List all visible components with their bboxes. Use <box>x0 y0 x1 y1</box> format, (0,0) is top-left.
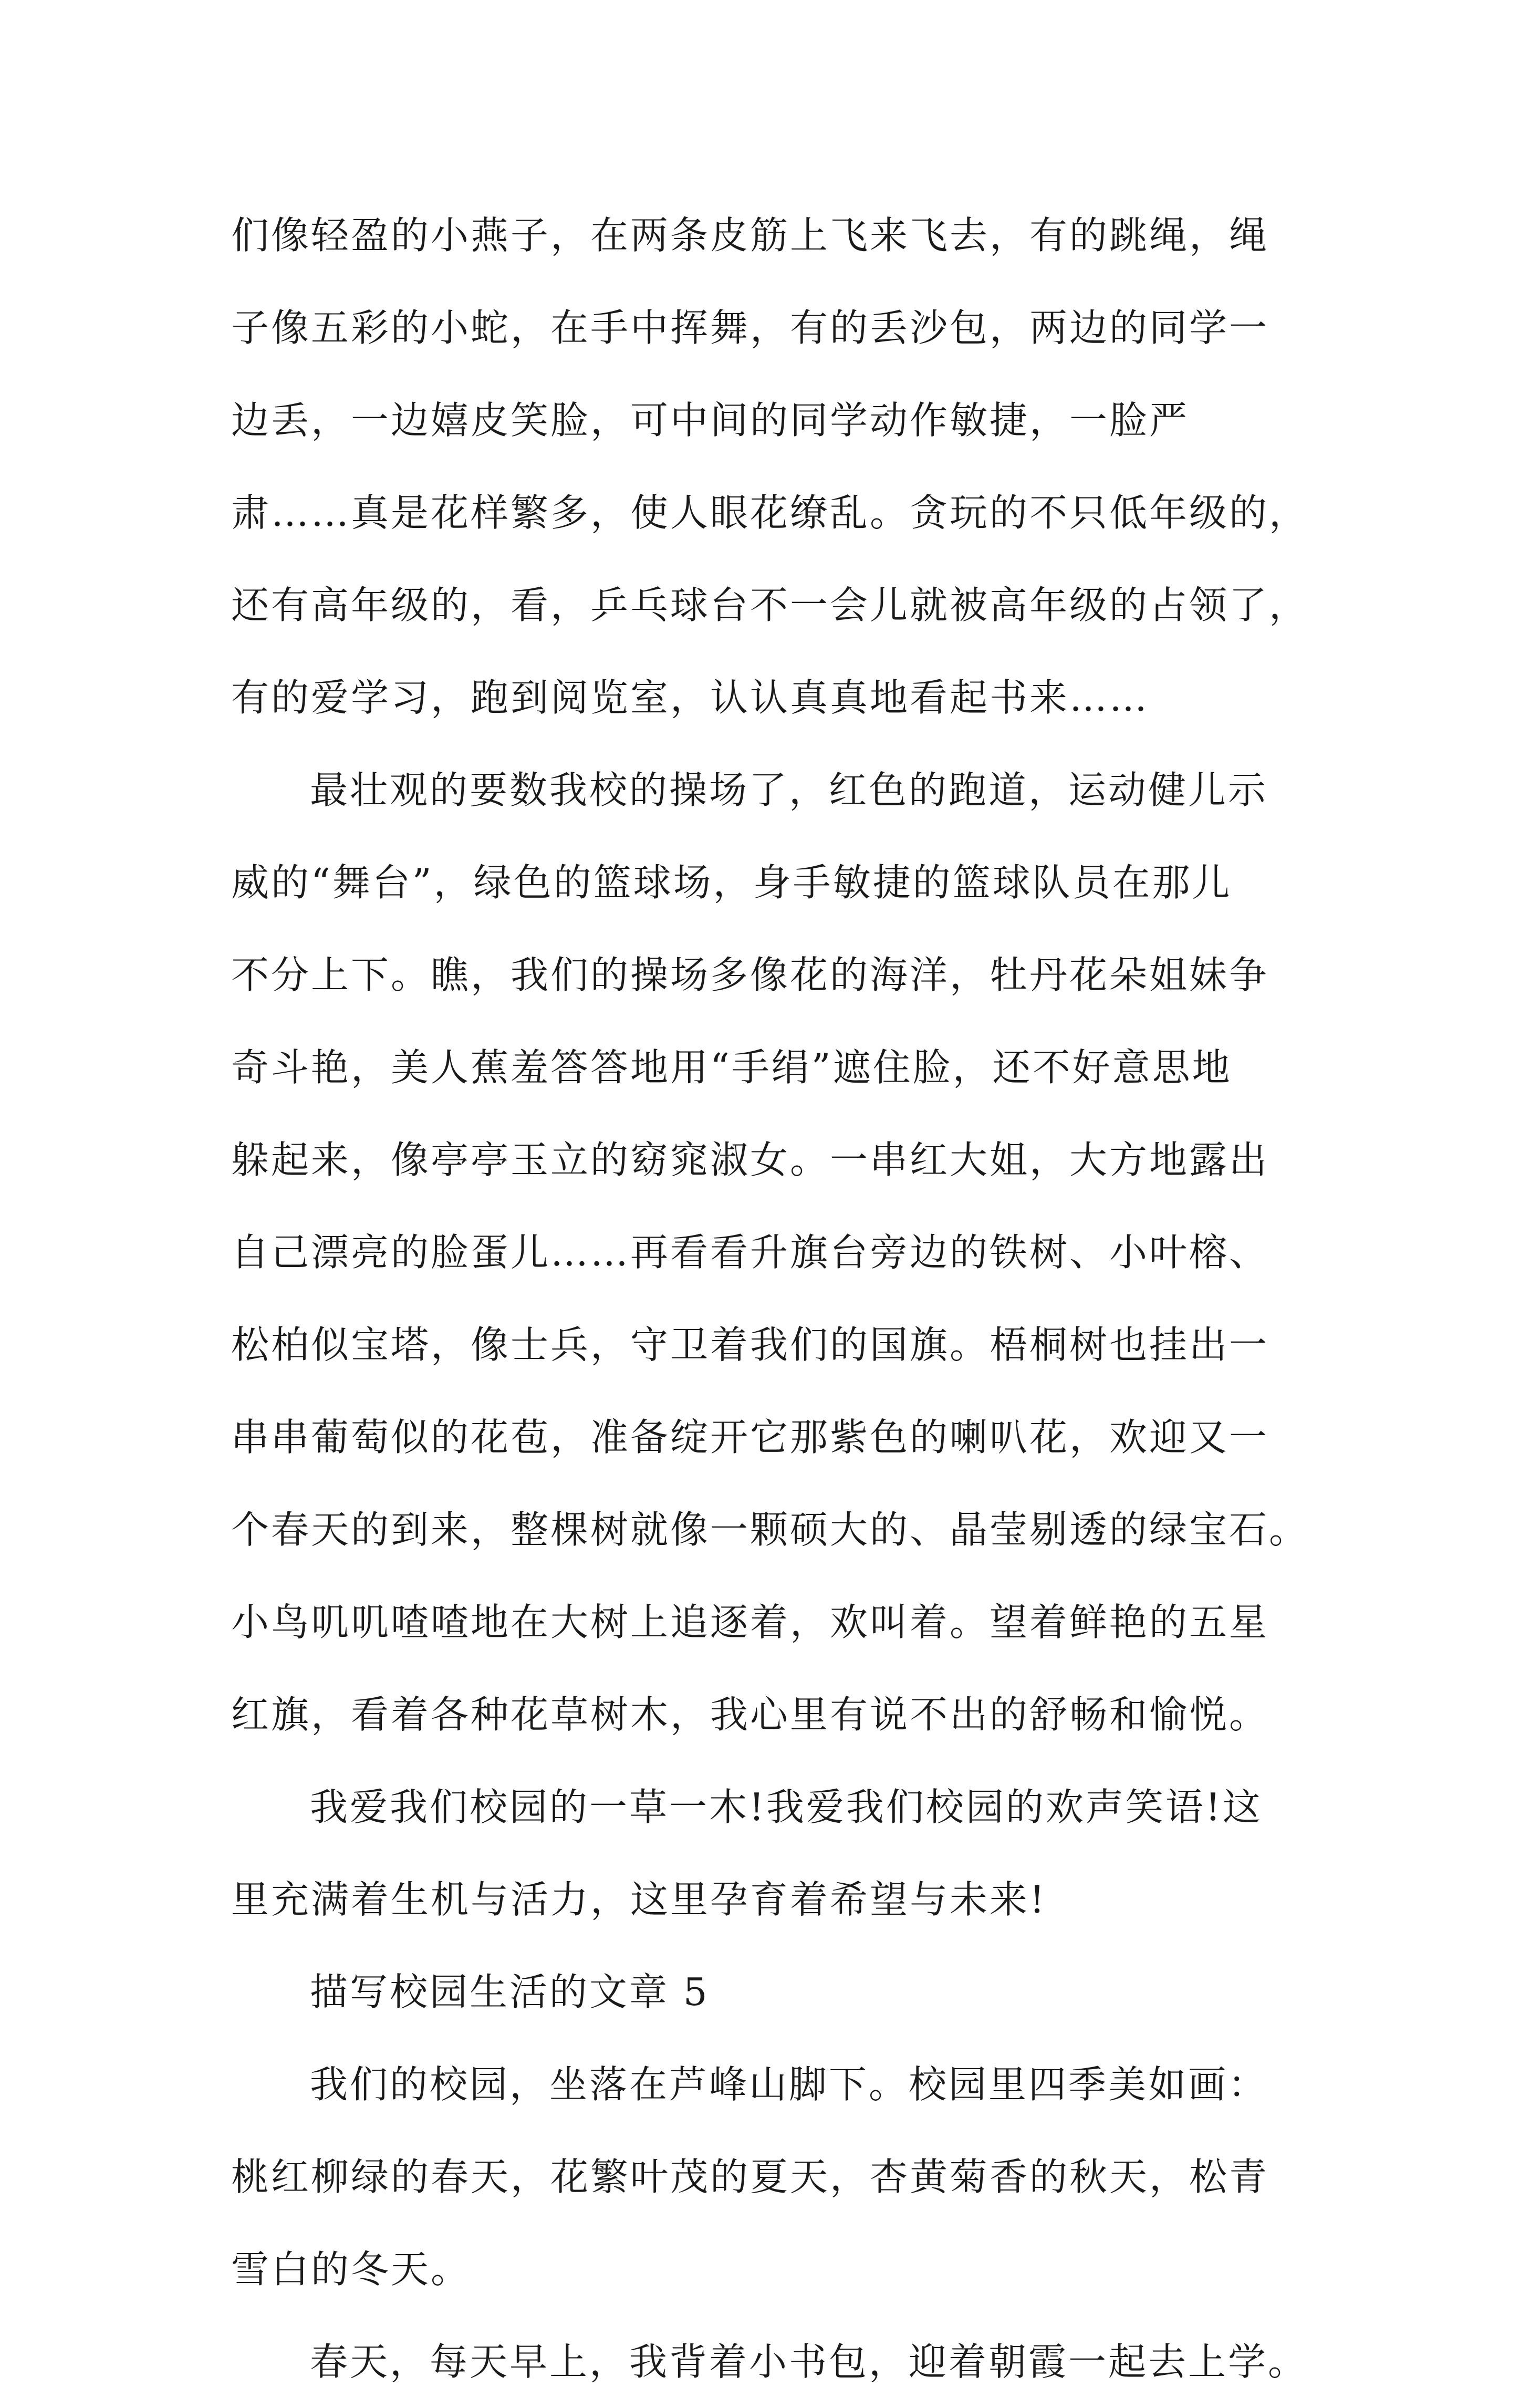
paragraph-start-line: 春天，每天早上，我背着小书包，迎着朝霞一起去上学。 <box>310 2340 1308 2384</box>
text-line: 自己漂亮的脸蛋儿……再看看升旗台旁边的铁树、小叶榕、 <box>231 1230 1269 1274</box>
document-page <box>231 189 1313 2408</box>
text-line: 们像轻盈的小燕子，在两条皮筋上飞来飞去，有的跳绳，绳 <box>231 213 1269 257</box>
text-line: 个春天的到来，整棵树就像一颗硕大的、晶莹剔透的绿宝石。 <box>231 1508 1309 1552</box>
text-line: 串串葡萄似的花苞，准备绽开它那紫色的喇叭花，欢迎又一 <box>231 1415 1269 1459</box>
text-line: 里充满着生机与活力，这里孕育着希望与未来! <box>231 1877 1047 1922</box>
paragraph-start-line: 我们的校园，坐落在芦峰山脚下。校园里四季美如画： <box>310 2062 1268 2106</box>
text-line: 雪白的冬天。 <box>231 2247 471 2291</box>
paragraph-start-line: 我爱我们校园的一草一木!我爱我们校园的欢声笑语!这 <box>310 1785 1263 1829</box>
text-line: 松柏似宝塔，像士兵，守卫着我们的国旗。梧桐树也挂出一 <box>231 1323 1269 1367</box>
text-line: 边丢，一边嬉皮笑脸，可中间的同学动作敏捷，一脸严 <box>231 398 1190 442</box>
text-line: 小鸟叽叽喳喳地在大树上追逐着，欢叫着。望着鲜艳的五星 <box>231 1600 1269 1644</box>
paragraph-start-line: 最壮观的要数我校的操场了，红色的跑道，运动健儿示 <box>310 768 1268 812</box>
text-line: 威的“舞台”，绿色的篮球场，身手敏捷的篮球队员在那儿 <box>231 860 1232 905</box>
text-line: 桃红柳绿的春天，花繁叶茂的夏天，杏黄菊香的秋天，松青 <box>231 2155 1269 2199</box>
text-line: 肃……真是花样繁多，使人眼花缭乱。贪玩的不只低年级的， <box>231 491 1309 535</box>
section-heading: 描写校园生活的文章 5 <box>310 1970 710 2014</box>
text-line: 躲起来，像亭亭玉立的窈窕淑女。一串红大姐，大方地露出 <box>231 1138 1269 1182</box>
text-line: 红旗，看着各种花草树木，我心里有说不出的舒畅和愉悦。 <box>231 1693 1269 1737</box>
text-line: 不分上下。瞧，我们的操场多像花的海洋，牡丹花朵姐妹争 <box>231 953 1269 997</box>
text-line: 还有高年级的，看，乒乓球台不一会儿就被高年级的占领了， <box>231 583 1309 627</box>
text-line: 子像五彩的小蛇，在手中挥舞，有的丢沙包，两边的同学一 <box>231 306 1269 350</box>
text-line: 有的爱学习，跑到阅览室，认认真真地看起书来…… <box>231 676 1150 720</box>
text-line: 奇斗艳，美人蕉羞答答地用“手绢”遮住脸，还不好意思地 <box>231 1045 1232 1089</box>
